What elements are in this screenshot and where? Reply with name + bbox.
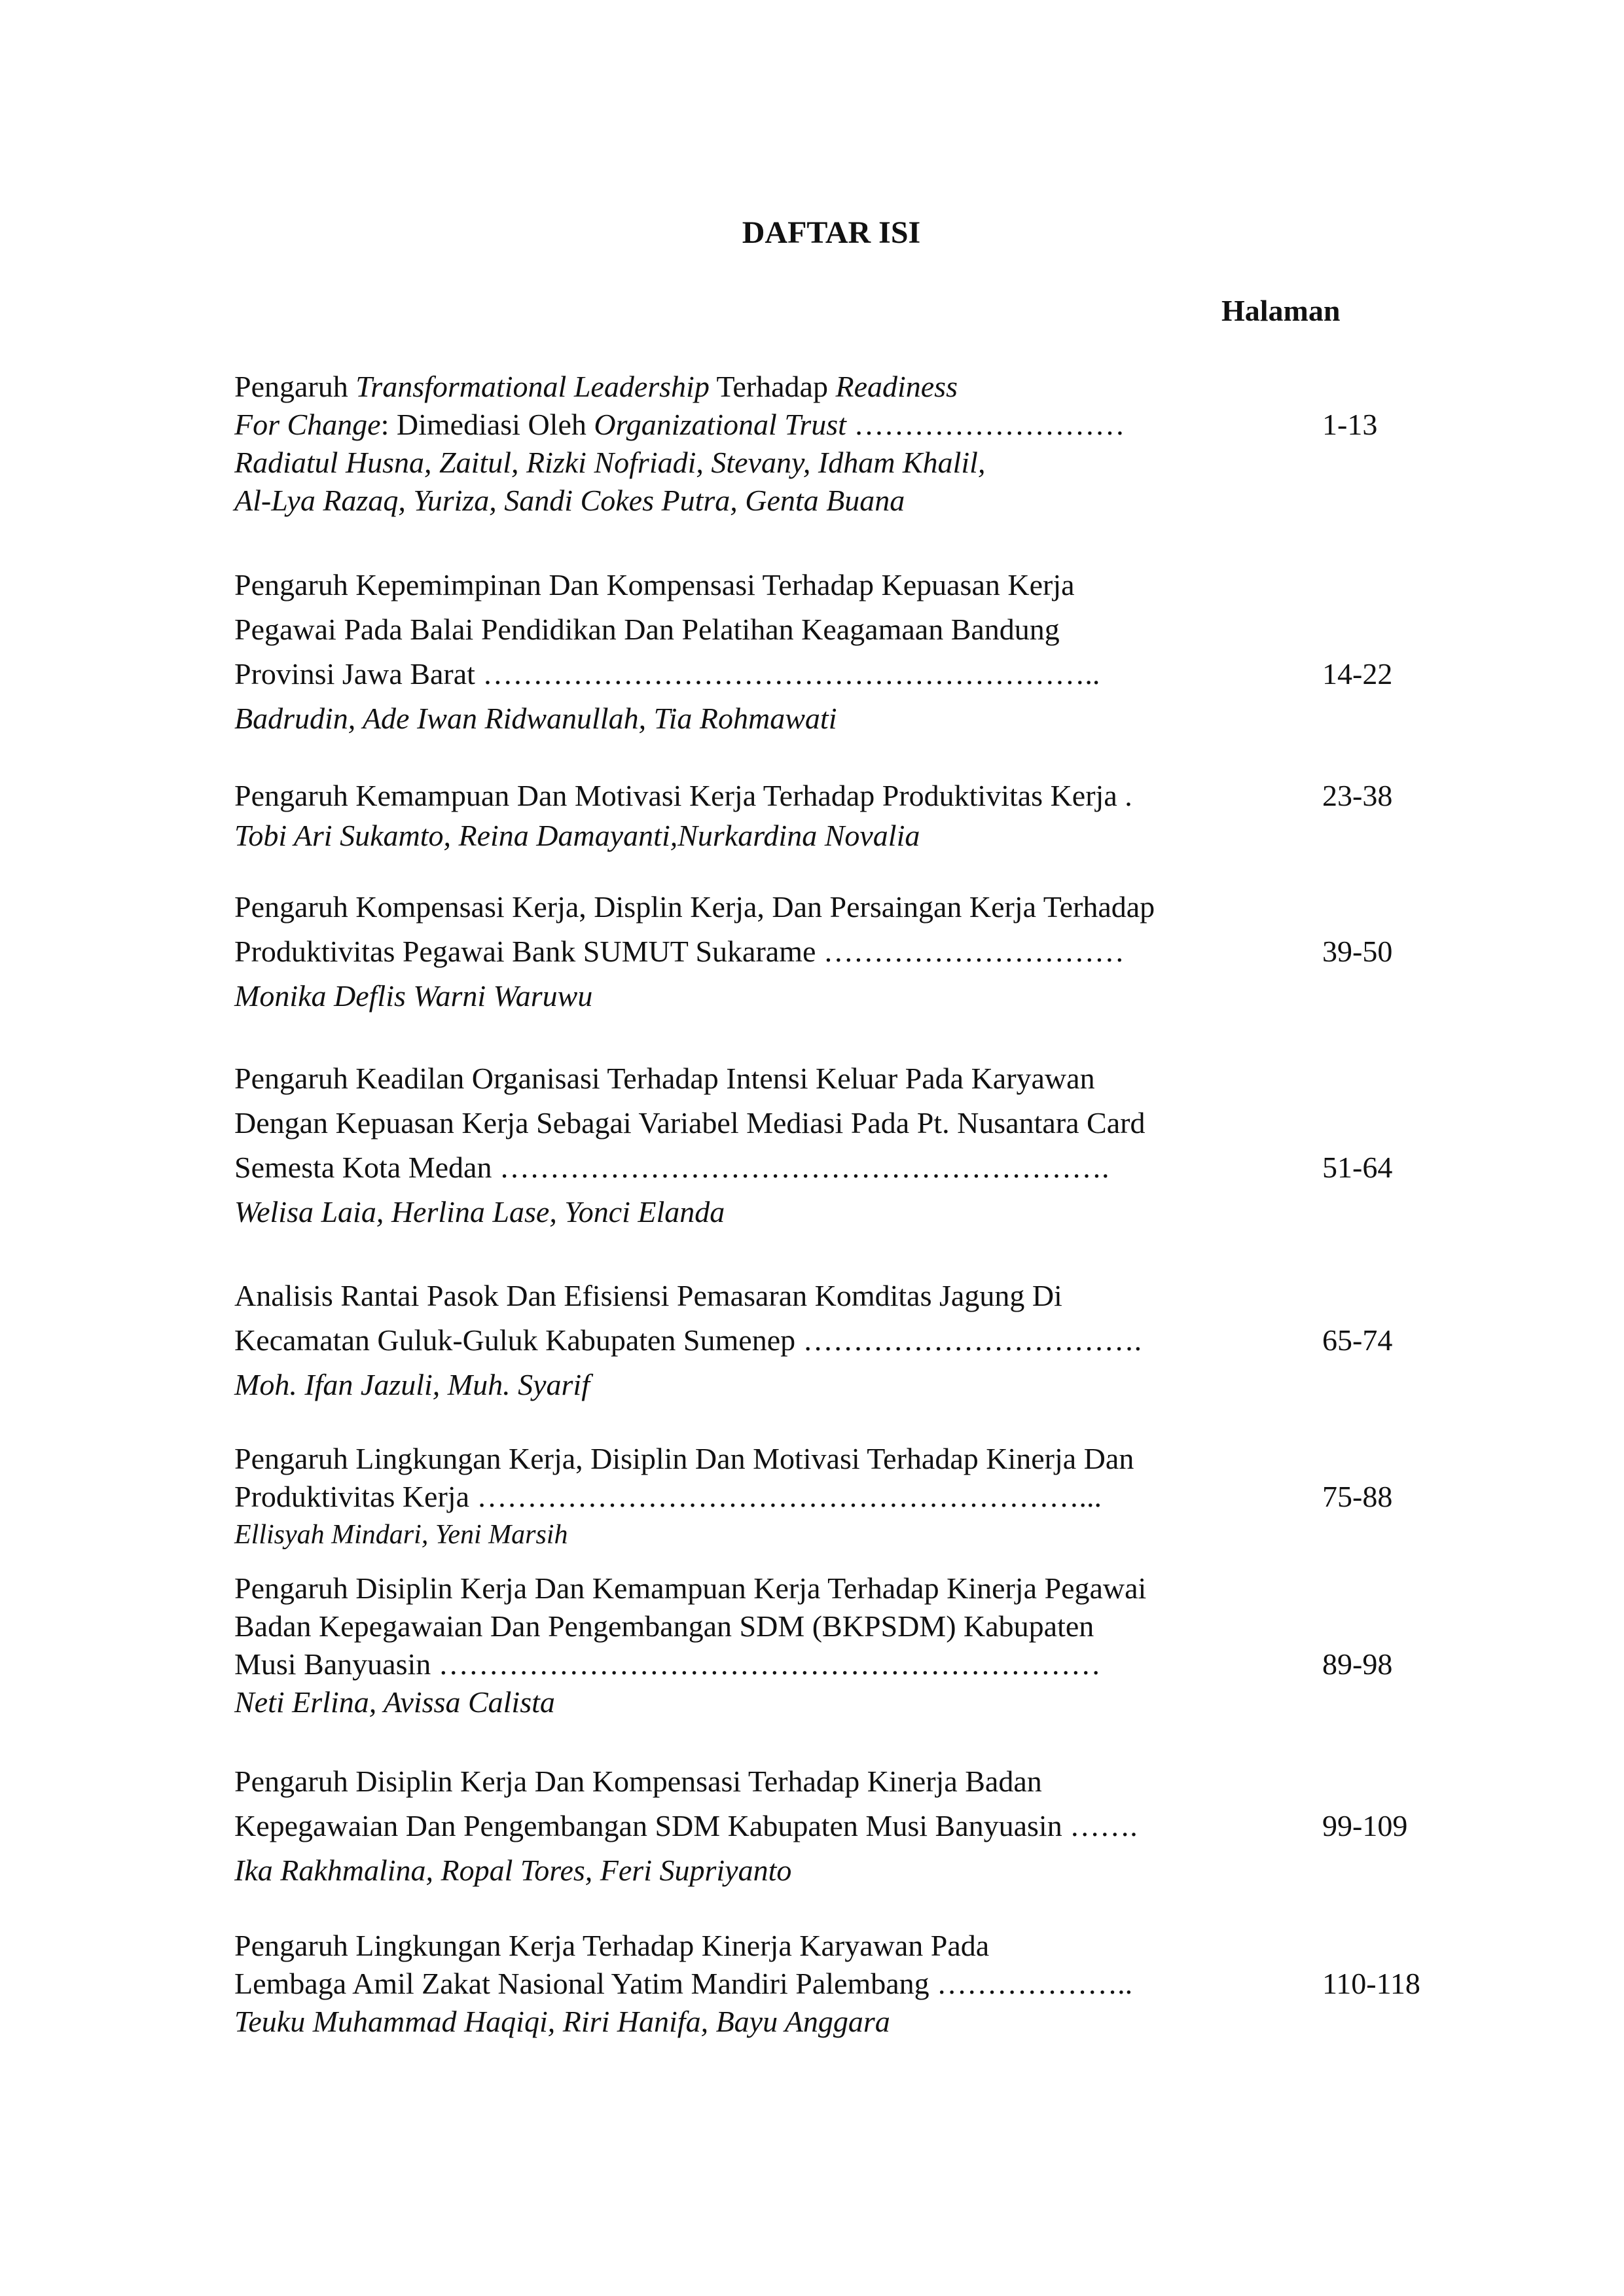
toc-entry	[234, 885, 1543, 1018]
toc-entry	[234, 563, 1543, 741]
page-range: 110-118	[1322, 1967, 1420, 2000]
entry-title-line: Produktivitas Kerja ……………………………………………………... 75-88	[234, 1478, 1543, 1516]
entry-authors: Tobi Ari Sukamto, Reina Damayanti,Nurkardina Novalia	[234, 819, 920, 852]
entry-title-line: Pengaruh Keadilan Organisasi Terhadap Intensi Keluar Pada Karyawan	[234, 1062, 1095, 1095]
toc-entry	[234, 1570, 1543, 1721]
entry-title-line: Produktivitas Pegawai Bank SUMUT Sukarame ………………………… 39-50	[234, 929, 1543, 974]
page-range: 1-13	[1322, 408, 1378, 441]
toc-entry	[234, 368, 1543, 520]
page-range: 89-98	[1322, 1647, 1393, 1681]
entry-title-line: Pengaruh Lingkungan Kerja Terhadap Kinerja Karyawan Pada	[234, 1929, 990, 1962]
toc-entry	[234, 1056, 1543, 1234]
page-range: 14-22	[1322, 657, 1393, 691]
entry-authors: Monika Deflis Warni Waruwu	[234, 979, 593, 1013]
toc-entry	[234, 1927, 1543, 2041]
entry-title-line: Pengaruh Kemampuan Dan Motivasi Kerja Terhadap Produktivitas Kerja . 23-38	[234, 775, 1543, 817]
entry-title-line: Kepegawaian Dan Pengembangan SDM Kabupaten Musi Banyuasin ……. 99-109	[234, 1804, 1543, 1848]
entry-title-line: Pengaruh Disiplin Kerja Dan Kompensasi Terhadap Kinerja Badan	[234, 1765, 1042, 1798]
entry-title-line: Pegawai Pada Balai Pendidikan Dan Pelatihan Keagamaan Bandung	[234, 613, 1060, 646]
entry-authors: Neti Erlina, Avissa Calista	[234, 1685, 555, 1719]
page-range: 39-50	[1322, 935, 1393, 968]
page-range: 99-109	[1322, 1809, 1408, 1842]
entry-title-line: For Change: Dimediasi Oleh Organizational Trust ……………………… 1-13	[234, 406, 1543, 444]
entry-title-line: Kecamatan Guluk-Guluk Kabupaten Sumenep ……………………………. 65-74	[234, 1318, 1543, 1363]
entry-authors: Welisa Laia, Herlina Lase, Yonci Elanda	[234, 1195, 725, 1229]
entry-title-line: Semesta Kota Medan ……………………………………………………. 51-64	[234, 1145, 1543, 1190]
entry-title-line: Pengaruh Disiplin Kerja Dan Kemampuan Kerja Terhadap Kinerja Pegawai	[234, 1571, 1147, 1605]
page-column-header: Halaman	[1221, 294, 1341, 327]
toc-entry	[234, 775, 1543, 855]
entry-authors: Al-Lya Razaq, Yuriza, Sandi Cokes Putra, Genta Buana	[234, 484, 905, 517]
entry-title-line: Pengaruh Kompensasi Kerja, Displin Kerja, Dan Persaingan Kerja Terhadap	[234, 890, 1155, 924]
page-title: DAFTAR ISI	[742, 215, 921, 250]
toc-entry	[234, 1440, 1543, 1554]
page-range: 65-74	[1322, 1323, 1393, 1357]
entry-title-line: Pengaruh Kepemimpinan Dan Kompensasi Terhadap Kepuasan Kerja	[234, 568, 1075, 601]
page-range: 51-64	[1322, 1151, 1393, 1184]
entry-authors: Ellisyah Mindari, Yeni Marsih	[234, 1520, 568, 1550]
entry-authors: Teuku Muhammad Haqiqi, Riri Hanifa, Bayu Anggara	[234, 2005, 890, 2038]
entry-title-line: Badan Kepegawaian Dan Pengembangan SDM (BKPSDM) Kabupaten	[234, 1609, 1094, 1643]
entry-title-line: Dengan Kepuasan Kerja Sebagai Variabel Mediasi Pada Pt. Nusantara Card	[234, 1106, 1146, 1139]
entry-title-line: Pengaruh Transformational Leadership Terhadap Readiness	[234, 370, 958, 403]
page-range: 75-88	[1322, 1480, 1393, 1513]
entry-authors: Ika Rakhmalina, Ropal Tores, Feri Supriyanto	[234, 1854, 792, 1887]
entry-authors: Badrudin, Ade Iwan Ridwanullah, Tia Rohmawati	[234, 702, 837, 735]
entry-title-line: Lembaga Amil Zakat Nasional Yatim Mandiri Palembang ……………….. 110-118	[234, 1965, 1543, 2003]
entry-authors: Radiatul Husna, Zaitul, Rizki Nofriadi, Stevany, Idham Khalil,	[234, 446, 986, 479]
entry-authors: Moh. Ifan Jazuli, Muh. Syarif	[234, 1368, 590, 1401]
entry-title-line: Analisis Rantai Pasok Dan Efisiensi Pemasaran Komditas Jagung Di	[234, 1279, 1062, 1312]
entry-title-line: Provinsi Jawa Barat …………………………………………………….. 14-22	[234, 652, 1543, 696]
page-range: 23-38	[1322, 779, 1393, 812]
toc-entry	[234, 1759, 1543, 1893]
entry-title-line: Musi Banyuasin ………………………………………………………… 89-98	[234, 1645, 1543, 1683]
entry-title-line: Pengaruh Lingkungan Kerja, Disiplin Dan Motivasi Terhadap Kinerja Dan	[234, 1442, 1134, 1475]
toc-entry	[234, 1274, 1543, 1407]
